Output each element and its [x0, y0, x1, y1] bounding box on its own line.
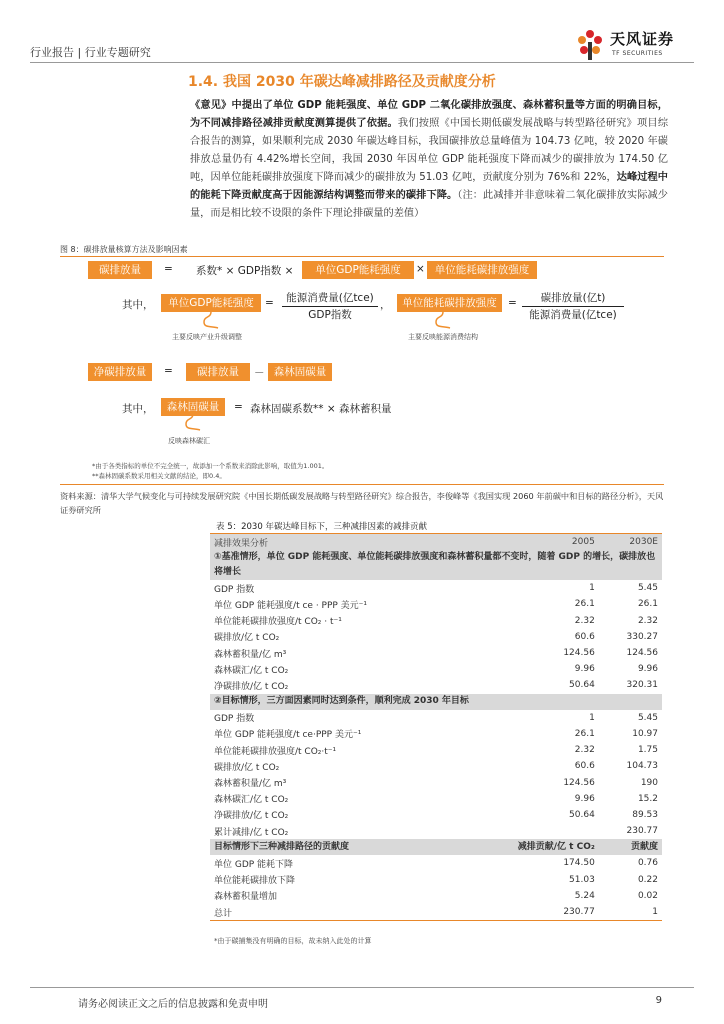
table-cell: 60.6	[574, 761, 595, 772]
brace-arrow-icon-3	[178, 414, 208, 434]
table-row	[210, 596, 662, 612]
table-section-row	[210, 694, 662, 710]
table-cell: 森林碳汇/亿 t CO₂	[214, 665, 289, 676]
box-gdp-energy-intensity-2: 单位GDP能耗强度	[161, 294, 261, 312]
table-cell: 230.77	[626, 826, 658, 837]
fraction-1	[282, 290, 378, 322]
table-cell: 单位 GDP 能耗强度/t ce · PPP 美元⁻¹	[214, 600, 368, 611]
box-forest-sink-2: 森林固碳量	[161, 398, 225, 416]
table-cell: 总计	[210, 904, 467, 921]
table-cell: 51.03	[569, 874, 595, 885]
table-row	[210, 904, 662, 921]
section-title: 1.4. 我国 2030 年碳达峰减排路径及贡献度分析	[188, 74, 496, 90]
table-title: 表 5：2030 年碳达峰目标下，三种减排因素的减排贡献	[216, 522, 427, 532]
table-row	[210, 710, 662, 726]
table-cell: 0.02	[637, 890, 658, 901]
fraction-2-numerator: 碳排放量(亿t)	[522, 290, 624, 307]
table-cell: 2.32	[637, 615, 658, 626]
table-cell: 104.73	[626, 761, 658, 772]
table-cell: 累计减排/亿 t CO₂	[214, 827, 289, 838]
table-cell: GDP 指数	[214, 584, 255, 595]
table-cell: 124.56	[563, 777, 595, 788]
table-row	[210, 661, 662, 677]
table-cell: ①基准情形，单位 GDP 能耗强度、单位能耗碳排放强度和森林蓄积量都不变时，随着 GDP 的增长，碳排放也将增长	[210, 550, 662, 580]
footnote-1: *由于各类指标的单位不完全统一，故添加一个系数来消除此影响，取值为1.001。	[92, 462, 329, 470]
table-row	[210, 872, 662, 888]
footer-disclaimer: 请务必阅读正文之后的信息披露和免责申明	[78, 999, 268, 1010]
row4-prefix: 其中，	[122, 403, 154, 415]
table-cell: 89.53	[632, 809, 658, 820]
box-gdp-energy-intensity: 单位GDP能耗强度	[302, 261, 414, 279]
table-cell: 50.64	[569, 809, 595, 820]
table-cell: 320.31	[626, 680, 658, 691]
emission-table	[210, 533, 662, 921]
para-bold-1: 《意见》中提出了单位 GDP 能耗强度、单位 GDP 二氧化碳排放强度、森林蓄积量等方面的明确目标，为不同减排路径减排贡献度测算提供了依据。	[190, 100, 668, 129]
figure-title: 图 8：碳排放量核算方法及影响因素	[60, 245, 188, 254]
table-cell: 60.6	[574, 631, 595, 642]
table-cell: 碳排放/亿 t CO₂	[214, 633, 280, 644]
source-divider	[60, 484, 664, 485]
para-note: （注：此减排并非意味着二氧化碳排放实际减少量，而是相比较不设限的条件下理论排碳量的差值）	[190, 190, 668, 219]
table-row	[210, 580, 662, 596]
table-cell: 森林蓄积量增加	[214, 892, 278, 903]
box-forest-sink: 森林固碳量	[268, 363, 332, 381]
table-cell: 9.96	[637, 664, 658, 675]
row2-prefix: 其中，	[122, 299, 154, 311]
brand-name-en: TF SECURITIES	[612, 50, 663, 57]
page-number: 9	[655, 995, 662, 1006]
table-row	[210, 742, 662, 758]
fraction-1-denominator: GDP指数	[308, 309, 352, 321]
table-section-row	[210, 839, 662, 855]
table-cell: 单位能耗碳排放强度/t CO₂·t⁻¹	[214, 746, 337, 757]
table-cell	[467, 823, 598, 839]
table-cell: 2.32	[574, 615, 595, 626]
table-cell: 单位能耗碳排放强度/t CO₂ · t⁻¹	[214, 617, 342, 628]
table-cell: 贡献度	[599, 839, 662, 855]
table-cell: 9.96	[574, 664, 595, 675]
eq-sign-5: =	[234, 401, 243, 413]
table-row	[210, 774, 662, 790]
box-energy-carbon-intensity-2: 单位能耗碳排放强度	[397, 294, 502, 312]
table-cell: 174.50	[563, 858, 595, 869]
table-cell: 0.76	[637, 858, 658, 869]
header-divider	[30, 62, 694, 63]
header-category: 行业报告 | 行业专题研究	[30, 46, 151, 59]
table-cell: 目标情形下三种减排路径的贡献度	[210, 839, 467, 855]
minus-sign: －	[254, 367, 265, 379]
table-row	[210, 645, 662, 661]
table-section-row	[210, 550, 662, 580]
note-industry: 主要反映产业升级调整	[172, 333, 242, 341]
table-cell: 森林蓄积量/亿 m³	[214, 649, 287, 660]
table-note: *由于碳捕集没有明确的目标，故未纳入此处的计算	[214, 937, 372, 945]
brand-name: 天风证券	[610, 30, 675, 48]
table-row	[210, 613, 662, 629]
brand-logo	[572, 26, 702, 62]
table-cell: 1	[599, 904, 662, 921]
table-cell: 26.1	[574, 599, 595, 610]
table-cell: 碳排放/亿 t CO₂	[214, 762, 280, 773]
figure-divider	[60, 256, 664, 257]
note-energy-structure: 主要反映能源消费结构	[408, 333, 478, 341]
table-cell: 5.24	[574, 890, 595, 901]
table-cell: 减排贡献/亿 t CO₂	[467, 839, 598, 855]
table-cell: 1	[589, 712, 595, 723]
table-cell: 0.22	[637, 874, 658, 885]
brace-arrow-icon-2	[428, 312, 458, 332]
fraction-2	[522, 290, 624, 322]
table-cell: 330.27	[626, 631, 658, 642]
table-cell: 1	[589, 583, 595, 594]
box-carbon-emission-2: 碳排放量	[186, 363, 250, 381]
table-cell: 124.56	[626, 648, 658, 659]
row1-formula-text: 系数* × GDP指数 ×	[196, 265, 294, 277]
table-cell: 单位 GDP 能耗强度/t ce·PPP 美元⁻¹	[214, 730, 362, 741]
fraction-2-denominator: 能源消费量(亿tce)	[529, 309, 617, 321]
table-cell: 森林碳汇/亿 t CO₂	[214, 795, 289, 806]
table-row	[210, 629, 662, 645]
table-cell: 124.56	[563, 648, 595, 659]
comma: ，	[380, 299, 391, 311]
eq-sign-3: =	[508, 297, 517, 309]
para-text-1: 我们按照《中国长期低碳发展战略与转型路径研究》项目综合报告的测算，如果顺利完成 2030 年碳达峰目标，我国碳排放总量峰值为 104.73 亿吨，较 2020 年碳排放总量仍有 4.42%增长空间，我国 2030 年因单位 GDP 能耗强度下降而减少的碳排放为 174.50 亿吨，因单位能耗碳排放强度下降而减少的碳排放为 51.03 亿吨，贡献度分别为 76%和 22%，	[190, 118, 669, 183]
table-row	[210, 888, 662, 904]
table-row	[210, 855, 662, 871]
note-forest: 反映森林碳汇	[168, 437, 210, 445]
footnote-2: **森林固碳系数采用相关文献的结论，即0.4。	[92, 472, 226, 480]
table-row	[210, 758, 662, 774]
table-cell: ②目标情形，三方面因素同时达到条件，顺利完成 2030 年目标	[210, 694, 662, 710]
body-paragraph	[190, 97, 668, 223]
eq-sign-2: =	[265, 297, 274, 309]
table-cell: 50.64	[569, 680, 595, 691]
table-cell: 2.32	[574, 745, 595, 756]
table-cell: 230.77	[467, 904, 598, 921]
times-sign: ×	[416, 263, 425, 275]
table-cell: 净碳排放/亿 t CO₂	[214, 681, 289, 692]
row4-formula-text: 森林固碳系数** × 森林蓄积量	[250, 403, 392, 415]
table-cell: 26.1	[637, 599, 658, 610]
eq-sign-4: =	[164, 365, 173, 377]
fraction-1-numerator: 能源消费量(亿tce)	[282, 290, 378, 307]
table-cell: 减排效果分析	[210, 534, 467, 551]
table-cell: 10.97	[632, 728, 658, 739]
box-net-emission: 净碳排放量	[88, 363, 152, 381]
table-row	[210, 823, 662, 839]
table-cell: GDP 指数	[214, 714, 255, 725]
table-cell: 森林蓄积量/亿 m³	[214, 779, 287, 790]
box-carbon-emission: 碳排放量	[88, 261, 152, 279]
table-header-row	[210, 534, 662, 551]
footer-divider	[30, 987, 694, 988]
brand-flower-icon	[572, 26, 608, 62]
table-cell: 单位 GDP 能耗下降	[214, 859, 294, 870]
para-bold-2: 达峰过程中的能耗下降贡献度高于因能源结构调整而带来的碳排下降。	[190, 172, 668, 201]
table-cell: 5.45	[637, 583, 658, 594]
table-row	[210, 677, 662, 693]
table-cell: 1.75	[637, 745, 658, 756]
table-cell: 15.2	[637, 793, 658, 804]
box-energy-carbon-intensity: 单位能耗碳排放强度	[427, 261, 537, 279]
eq-sign: =	[164, 263, 173, 275]
table-cell: 净碳排放/亿 t CO₂	[214, 811, 289, 822]
table-cell: 26.1	[574, 728, 595, 739]
table-row	[210, 726, 662, 742]
table-cell: 2030E	[599, 534, 662, 551]
table-cell: 190	[640, 777, 658, 788]
table-cell: 单位能耗碳排放下降	[214, 876, 296, 887]
table-row	[210, 791, 662, 807]
figure-source: 资料来源：清华大学气候变化与可持续发展研究院《中国长期低碳发展战略与转型路径研究》综合报告，李俊峰等《我国实现 2060 年前碳中和目标的路径分析》，天风证券研究所	[60, 491, 664, 515]
table-row	[210, 807, 662, 823]
brace-arrow-icon	[196, 312, 226, 332]
table-cell: 2005	[467, 534, 598, 551]
table-cell: 5.45	[637, 712, 658, 723]
table-cell: 9.96	[574, 793, 595, 804]
